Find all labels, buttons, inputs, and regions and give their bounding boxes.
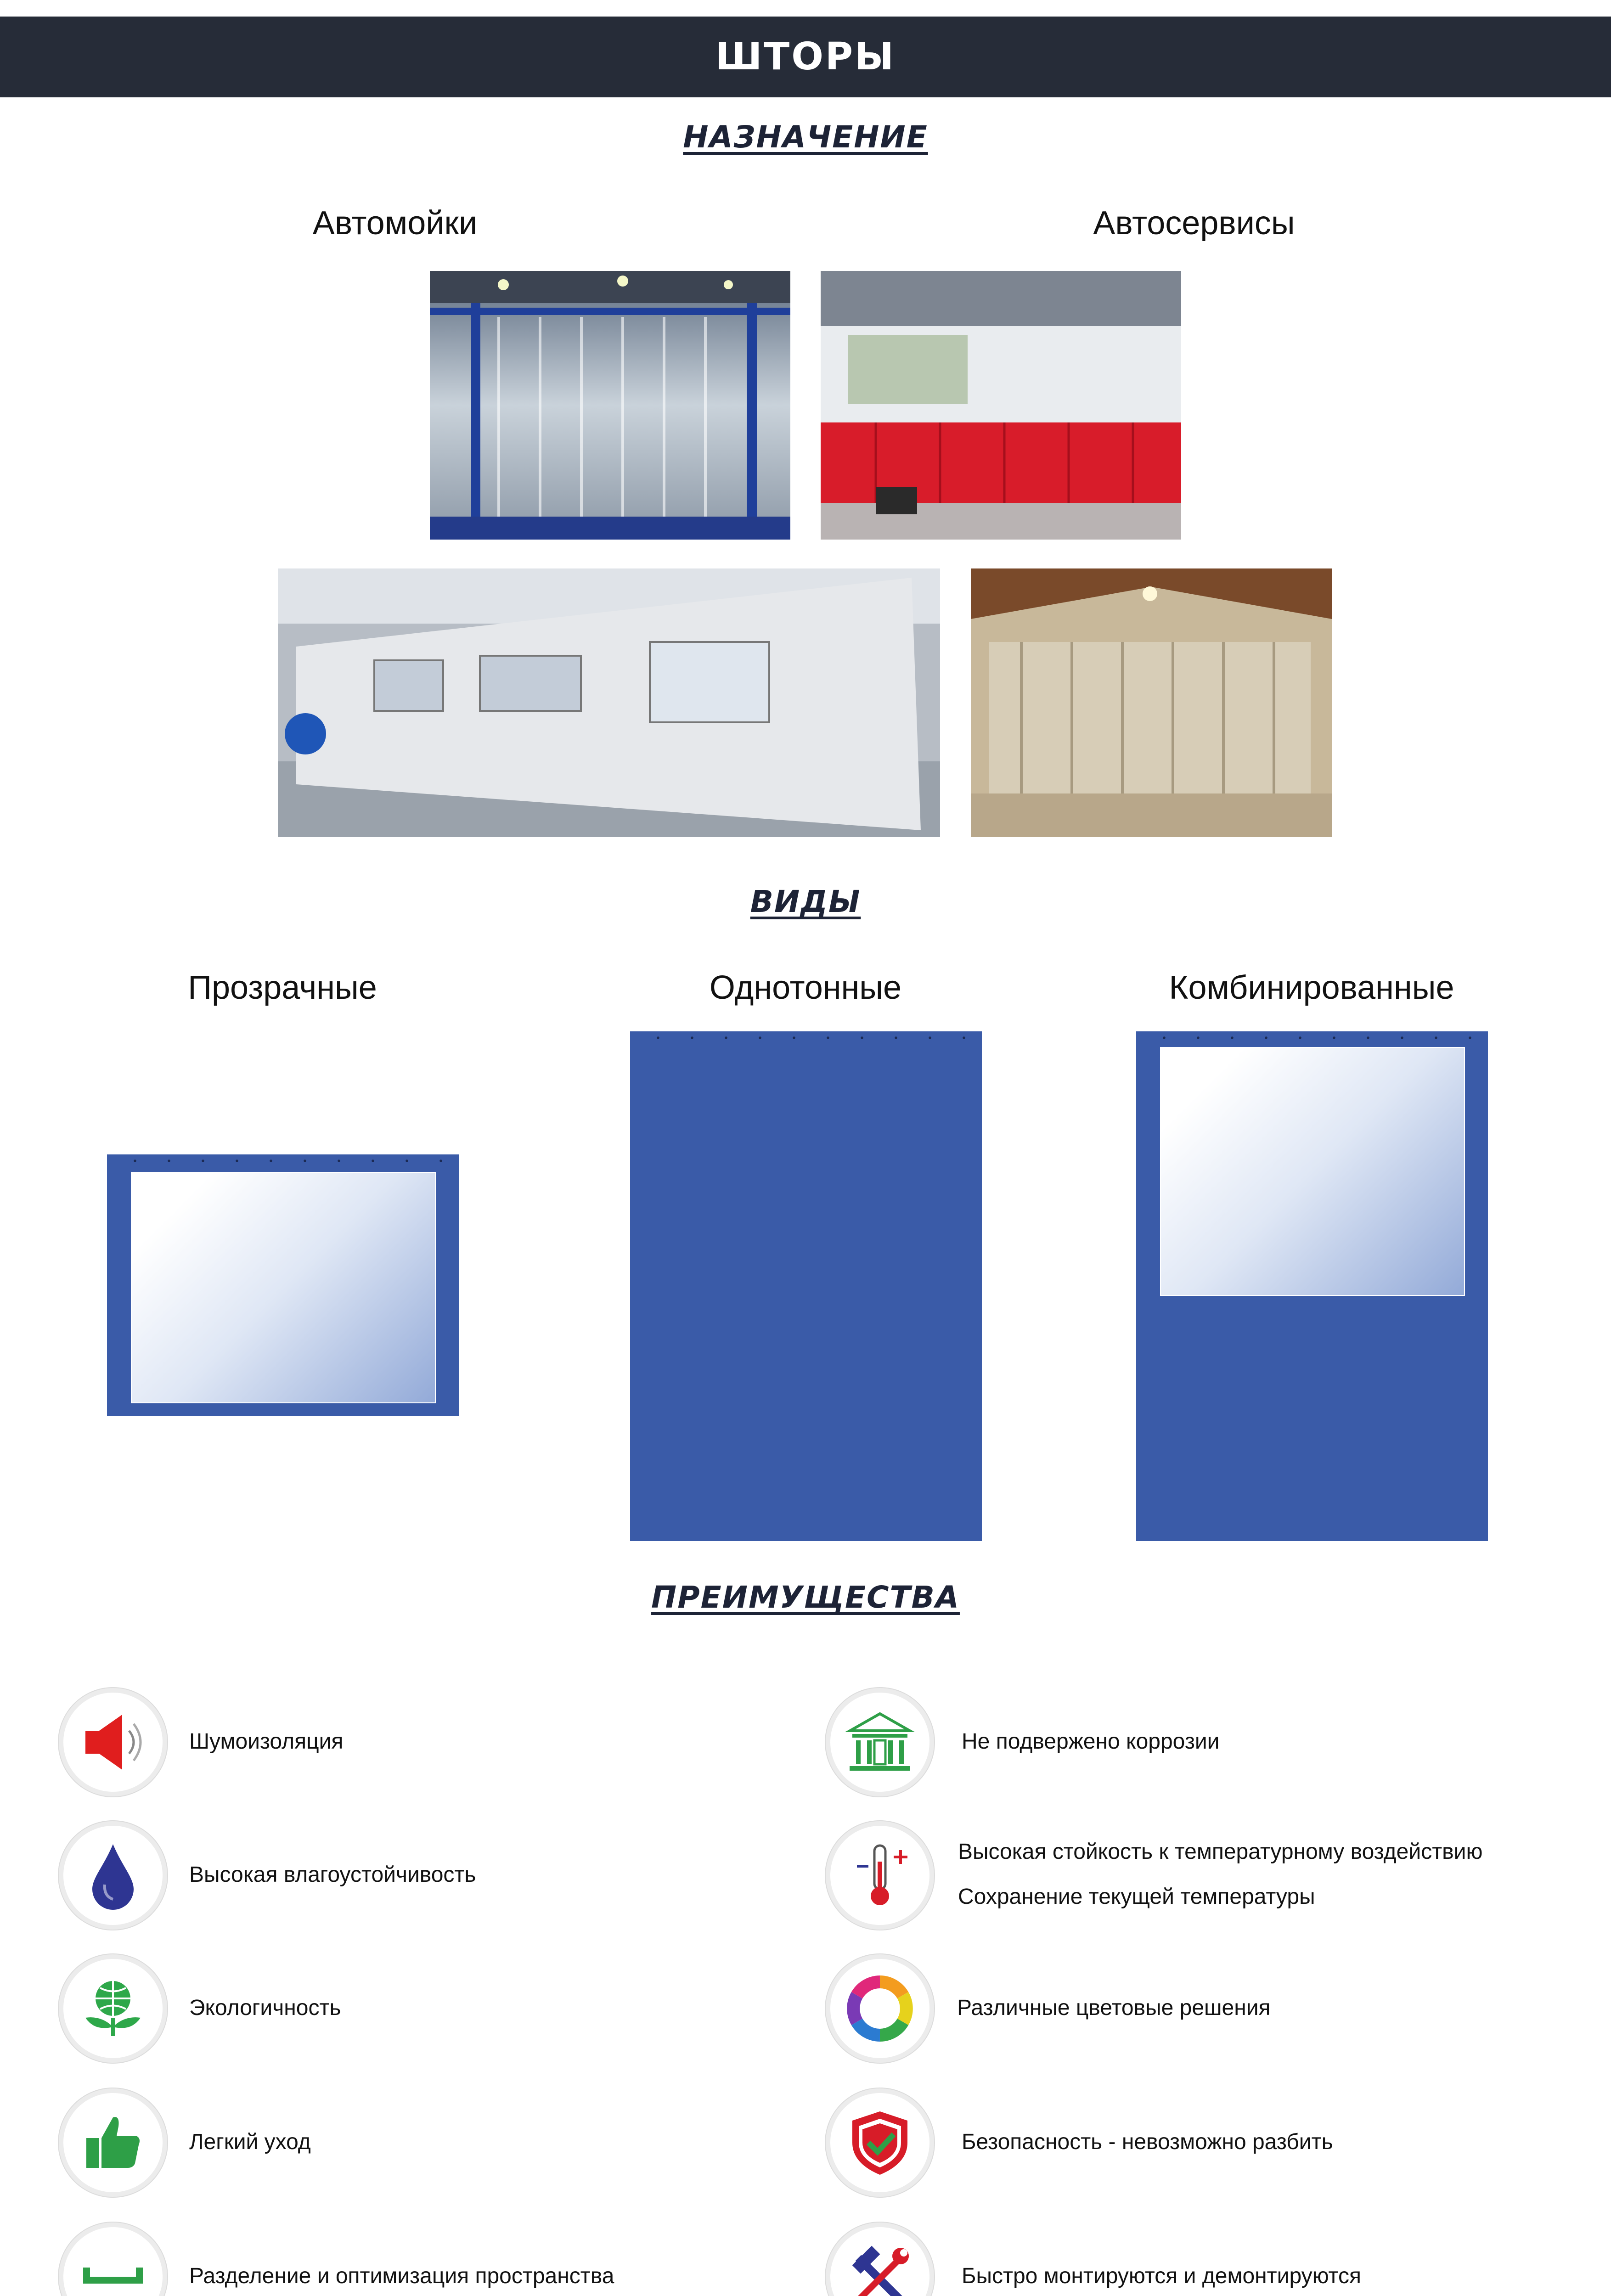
advantage-text: Высокая стойкость к температурному воздействию: [958, 1840, 1483, 1864]
advantage-text: Быстро монтируются и демонтируются: [962, 2264, 1361, 2288]
purpose-section-title: НАЗНАЧЕНИЕ: [683, 119, 928, 155]
thermometer-icon: [826, 1821, 934, 1930]
advantage-text: Безопасность - невозможно разбить: [962, 2130, 1333, 2154]
advantage-text: Легкий уход: [189, 2130, 311, 2154]
clear-window: [131, 1172, 436, 1403]
clear-window: [1160, 1047, 1465, 1296]
solid-curtain-illustration: [630, 1031, 982, 1541]
eco-globe-icon: [59, 1954, 167, 2063]
thumbs-up-icon: [59, 2088, 167, 2197]
advantages-section-title: ПРЕИМУЩЕСТВА: [651, 1580, 960, 1615]
advantage-text: Шумоизоляция: [189, 1729, 344, 1754]
warehouse-curtain-photo: [971, 568, 1332, 837]
tools-icon: [826, 2223, 934, 2296]
grommets: [118, 1159, 448, 1163]
type-label-transparent: Прозрачные: [188, 969, 377, 1006]
type-label-combined: Комбинированные: [1169, 969, 1454, 1006]
advantage-text: Разделение и оптимизация пространства: [189, 2264, 614, 2288]
grommets: [1147, 1036, 1477, 1040]
page-title: ШТОРЫ: [715, 35, 896, 79]
caption-car-wash: Автомойки: [312, 205, 478, 242]
combined-curtain-illustration: [1136, 1031, 1488, 1541]
partition-photo: [278, 568, 940, 837]
type-label-solid: Однотонные: [709, 969, 902, 1006]
speaker-icon: [59, 1688, 167, 1796]
advantage-text: Экологичность: [189, 1996, 341, 2020]
advantage-text: Высокая влагоустойчивость: [189, 1863, 476, 1887]
color-wheel-icon: [826, 1954, 934, 2063]
grommets: [641, 1036, 971, 1040]
types-section-title: ВИДЫ: [750, 884, 861, 919]
advantage-text: Не подвержено коррозии: [962, 1729, 1220, 1754]
car-wash-photo: [430, 271, 790, 540]
transparent-curtain-illustration: [107, 1154, 459, 1416]
shield-check-icon: [826, 2088, 934, 2197]
space-divider-icon: [59, 2223, 167, 2296]
caption-car-service: Автосервисы: [1093, 205, 1295, 242]
water-drop-icon: [59, 1821, 167, 1930]
car-service-photo: [821, 271, 1181, 540]
building-columns-icon: [826, 1688, 934, 1796]
advantage-text: Сохранение текущей температуры: [958, 1885, 1315, 1909]
advantage-text: Различные цветовые решения: [957, 1996, 1271, 2020]
page-header: [0, 17, 1611, 97]
